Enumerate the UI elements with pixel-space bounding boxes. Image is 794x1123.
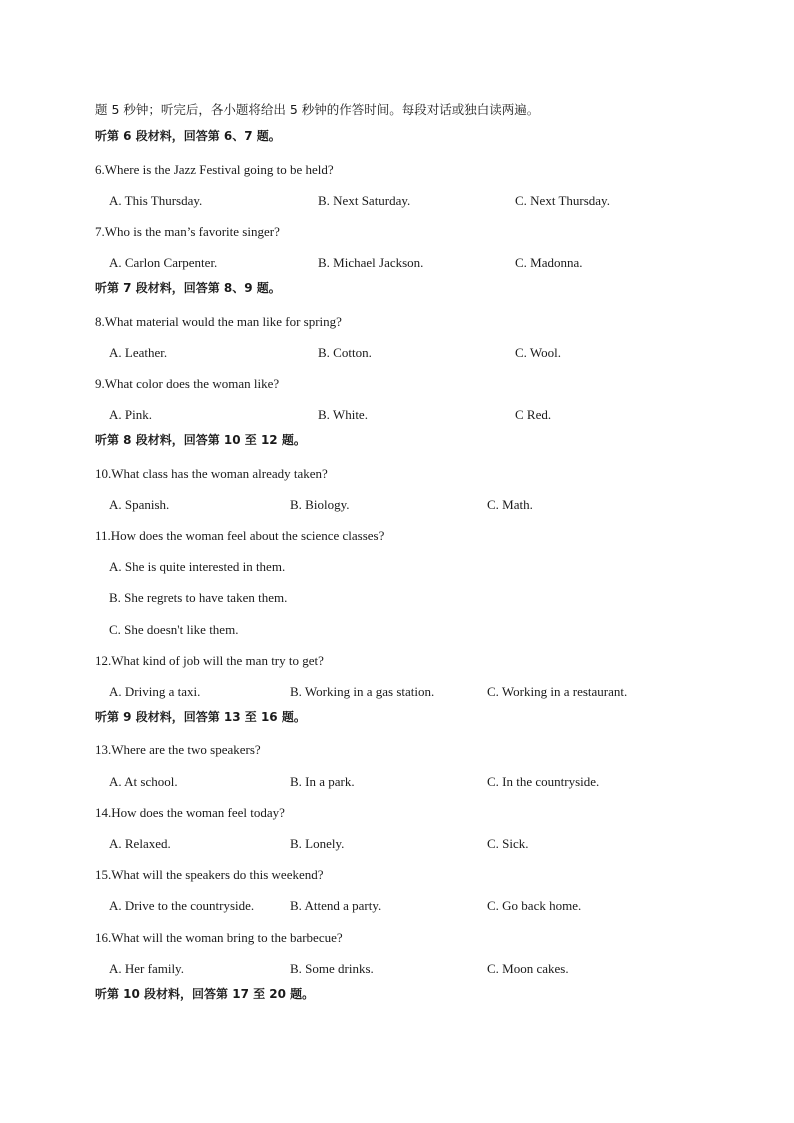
question-10: 10.What class has the woman already taken? — [95, 466, 328, 481]
section-heading-10: 听第 10 段材料，回答第 17 至 20 题。 — [95, 987, 315, 1001]
question-12: 12.What kind of job will the man try to get? — [95, 653, 324, 668]
q6-option-c: C. Next Thursday. — [515, 193, 610, 208]
q16-option-b: B. Some drinks. — [290, 961, 374, 976]
q12-option-b: B. Working in a gas station. — [290, 684, 435, 699]
q10-option-c: C. Math. — [487, 497, 533, 512]
q10-option-b: B. Biology. — [290, 497, 350, 512]
q9-option-c: C Red. — [515, 407, 552, 422]
q9-option-b: B. White. — [318, 407, 368, 422]
q11-option-a: A. She is quite interested in them. — [109, 559, 286, 574]
q6-option-b: B. Next Saturday. — [318, 193, 411, 208]
q14-option-b: B. Lonely. — [290, 836, 345, 851]
question-13: 13.Where are the two speakers? — [95, 742, 261, 757]
section-heading-8: 听第 8 段材料，回答第 10 至 12 题。 — [95, 433, 306, 447]
q7-option-a: A. Carlon Carpenter. — [109, 255, 218, 270]
q8-option-b: B. Cotton. — [318, 345, 372, 360]
section-heading-6: 听第 6 段材料，回答第 6、7 题。 — [95, 129, 281, 143]
q6-option-a: A. This Thursday. — [109, 193, 203, 208]
q12-option-c: C. Working in a restaurant. — [487, 684, 628, 699]
q9-option-a: A. Pink. — [109, 407, 152, 422]
q8-option-a: A. Leather. — [109, 345, 168, 360]
question-16: 16.What will the woman bring to the barbecue? — [95, 930, 343, 945]
q15-option-c: C. Go back home. — [487, 898, 582, 913]
section-heading-9: 听第 9 段材料，回答第 13 至 16 题。 — [95, 710, 306, 724]
q15-option-a: A. Drive to the countryside. — [109, 898, 255, 913]
intro-text: 题 5 秒钟；听完后，各小题将给出 5 秒钟的作答时间。每段对话或独白读两遍。 — [95, 102, 540, 117]
question-6: 6.Where is the Jazz Festival going to be held? — [95, 162, 334, 177]
q13-option-b: B. In a park. — [290, 774, 355, 789]
question-9: 9.What color does the woman like? — [95, 376, 280, 391]
question-15: 15.What will the speakers do this weekend? — [95, 867, 324, 882]
q8-option-c: C. Wool. — [515, 345, 562, 360]
q15-option-b: B. Attend a party. — [290, 898, 382, 913]
q16-option-c: C. Moon cakes. — [487, 961, 569, 976]
q7-option-c: C. Madonna. — [515, 255, 583, 270]
q10-option-a: A. Spanish. — [109, 497, 170, 512]
q11-option-b: B. She regrets to have taken them. — [109, 590, 288, 605]
q11-option-c: C. She doesn't like them. — [109, 622, 239, 637]
section-heading-7: 听第 7 段材料，回答第 8、9 题。 — [95, 281, 281, 295]
question-14: 14.How does the woman feel today? — [95, 805, 285, 820]
question-7: 7.Who is the man’s favorite singer? — [95, 224, 280, 239]
q14-option-c: C. Sick. — [487, 836, 529, 851]
q7-option-b: B. Michael Jackson. — [318, 255, 424, 270]
q16-option-a: A. Her family. — [109, 961, 184, 976]
q12-option-a: A. Driving a taxi. — [109, 684, 201, 699]
q13-option-a: A. At school. — [109, 774, 178, 789]
question-11: 11.How does the woman feel about the science classes? — [95, 528, 385, 543]
q13-option-c: C. In the countryside. — [487, 774, 600, 789]
question-8: 8.What material would the man like for spring? — [95, 314, 342, 329]
q14-option-a: A. Relaxed. — [109, 836, 171, 851]
